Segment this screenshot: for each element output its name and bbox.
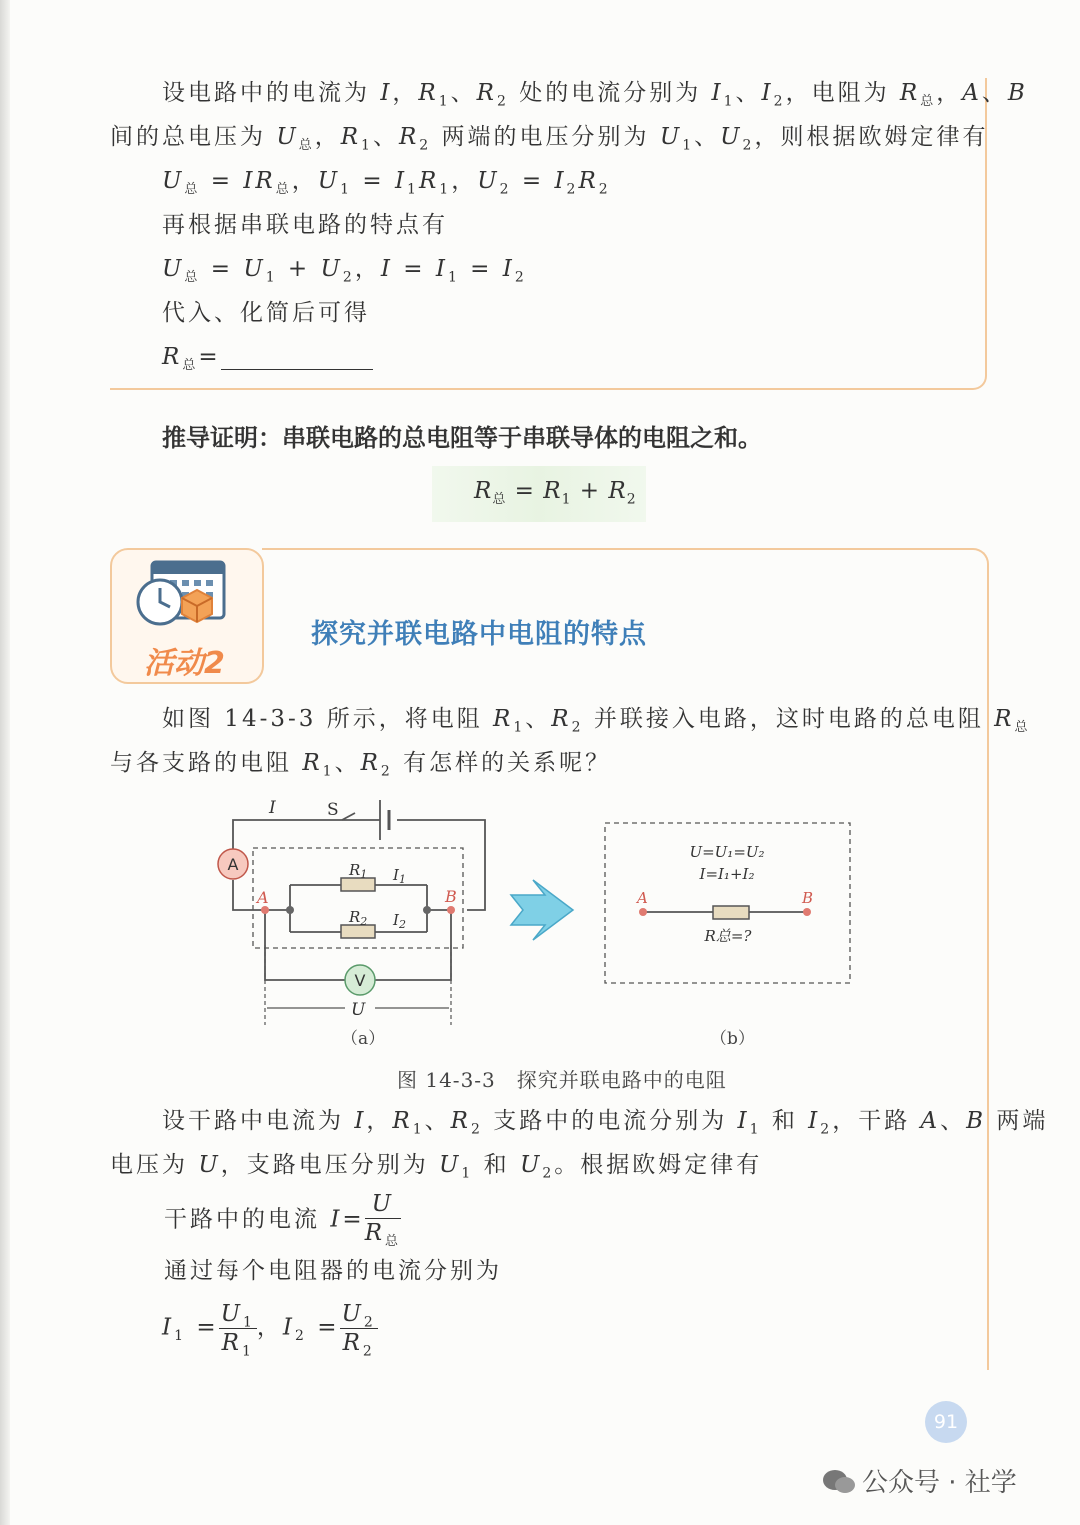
series-resistance-formula: $R_总 = R_1 + R_2$ xyxy=(474,478,637,508)
blank-answer: $R_总=$ xyxy=(162,346,373,369)
wechat-icon xyxy=(822,1469,856,1495)
intro-line-2: 与各支路的电阻 $R_1$、$R_2$ 有怎样的关系呢？ xyxy=(110,750,612,780)
body2-line-1: 设干路中电流为 I，$R_1$、$R_2$ 支路中的电流分别为 $I_1$ 和 $I_2$，干路 A、B 两端 xyxy=(162,1108,1049,1138)
voltmeter-label: V xyxy=(354,971,366,990)
resistor-total xyxy=(713,906,749,919)
current-label: I xyxy=(269,798,276,818)
activity-title: 探究并联电路中电阻的特点 xyxy=(311,619,647,650)
figure-caption: 图 14-3-3 探究并联电路中的电阻 xyxy=(397,1068,727,1092)
derivation-label: 推导证明： xyxy=(162,424,282,452)
ammeter-label: A xyxy=(227,855,239,874)
figure-14-3-3 xyxy=(205,785,875,1045)
series-equations: $U_总 = U_1 + U_2$，$I = I_1 = I_2$ xyxy=(162,256,527,286)
svg-text:R1: $R_1$ xyxy=(349,861,368,881)
node-b-dot xyxy=(447,906,455,914)
b-current-equation: I=I₁+I₂ xyxy=(699,865,755,883)
node-a-dot xyxy=(261,906,269,914)
svg-text:I1: $I_1$ xyxy=(393,866,406,886)
switch-label: S xyxy=(327,800,339,820)
b-voltage-equation: U=U₁=U₂ xyxy=(689,843,765,861)
page-spine-shadow xyxy=(0,0,10,1525)
branch-current-formulas: $I_1$ = $\frac{U_1}{R_1}$ ，$I_2$ = $\frac{U_2}{R_2}$ xyxy=(162,1301,376,1360)
simplify-line: 代入、化简后可得 xyxy=(162,300,370,326)
svg-text:I2: $I_2$ xyxy=(393,911,406,931)
trunk-current-formula: 干路中的电流 I= $\frac{U}{R_总}$ xyxy=(164,1191,402,1249)
derivation-statement: 串联电路的总电阻等于串联导体的电阻之和。 xyxy=(282,424,762,452)
node-b-label: B xyxy=(445,887,457,906)
figure-b-label: （b） xyxy=(710,1029,755,1045)
box1-line-1: 设电路中的电流为 I，$R_1$、$R_2$ 处的电流分别为 $I_1$、$I_2$，电阻为 $R_总$，A、B xyxy=(162,80,1028,110)
activity-badge xyxy=(110,548,264,684)
svg-text:B: B xyxy=(802,889,814,907)
watermark-text: 公众号 · 社学 xyxy=(862,1468,1017,1498)
page-number: 91 xyxy=(925,1401,967,1443)
node-a-label: A xyxy=(257,888,269,907)
series-feature-line: 再根据串联电路的特点有 xyxy=(162,212,448,238)
intro-line-1: 如图 14-3-3 所示，将电阻 $R_1$、$R_2$ 并联接入电路，这时电路的总电阻 $R_总$ xyxy=(162,706,1031,736)
watermark xyxy=(822,1462,1017,1499)
body2-line-2: 电压为 U，支路电压分别为 $U_1$ 和 $U_2$。根据欧姆定律有 xyxy=(110,1152,763,1182)
ohm-equations: $U_总 = IR_总$，$U_1 = I_1R_1$，$U_2 = I_2R_2$ xyxy=(162,168,611,198)
resistor-r2 xyxy=(341,925,375,938)
activity-badge-label: 活动2 xyxy=(144,646,225,681)
each-resistor-line: 通过每个电阻器的电流分别为 xyxy=(164,1258,502,1284)
svg-text:R2: $R_2$ xyxy=(349,908,368,928)
box1-line-2: 间的总电压为 $U_总$，$R_1$、$R_2$ 两端的电压分别为 $U_1$、$U_2$，则根据欧姆定律有 xyxy=(110,124,989,154)
derivation-proof xyxy=(162,418,762,453)
transform-arrow-icon xyxy=(511,880,573,940)
resistor-r1 xyxy=(341,878,375,891)
voltage-label: U xyxy=(351,1000,366,1020)
svg-text:A: A xyxy=(637,889,648,907)
figure-a-label: （a） xyxy=(341,1029,386,1045)
b-total-resistance-question: R总=? xyxy=(704,927,752,945)
